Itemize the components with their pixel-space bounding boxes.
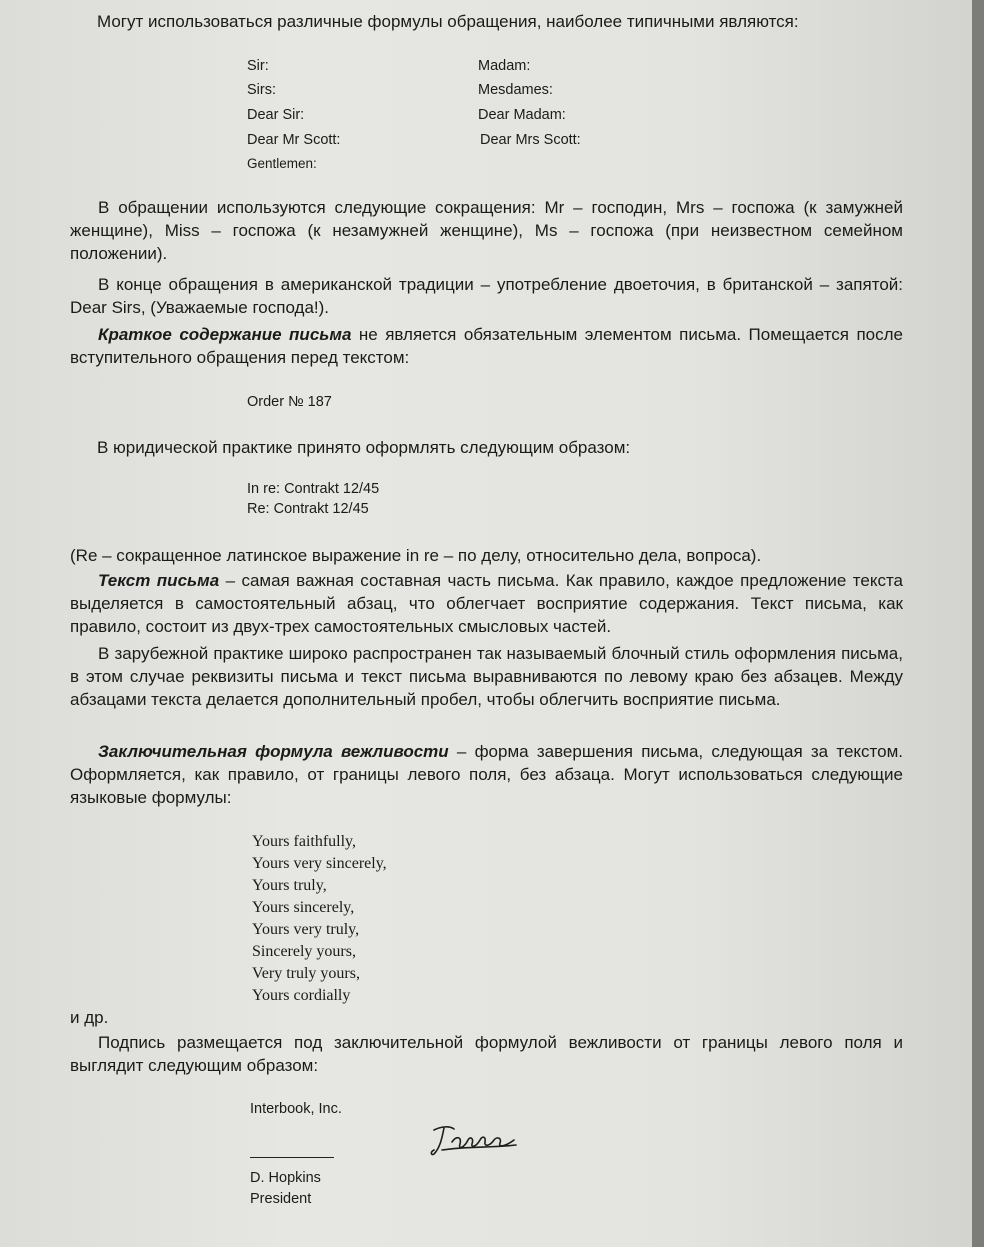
- closing-item: Yours faithfully,: [252, 833, 357, 850]
- paragraph-punctuation: В конце обращения в американской традиции – употребление двоеточия, в британской – запятой: Dear Sirs, (Уважаемые господа!).: [70, 275, 903, 317]
- signature-company: Interbook, Inc.: [250, 1101, 342, 1117]
- handwritten-signature-icon: [428, 1120, 518, 1160]
- salutation-item: Mesdames:: [478, 82, 553, 98]
- term-closing: Заключительная формула вежливости: [98, 742, 449, 761]
- salutation-item: Dear Mr Scott:: [247, 132, 341, 148]
- term-text-of-letter: Текст письма: [98, 571, 220, 590]
- paragraph-text-of-letter-body: – самая важная составная часть письма. Как правило, каждое предложение текста выделяется в самостоятельный абзац, что облегчает восприятие содержания. Текст письма, как правило, состоит из двух-трех самостоятельных смысловых частей.: [70, 571, 904, 636]
- paragraph-summary-text: не является обязательным элементом письма. Помещается после вступительного обращения перед текстом:: [70, 325, 904, 367]
- signature-line: [250, 1157, 334, 1158]
- paragraph-closing-text: – форма завершения письма, следующая за текстом. Оформляется, как правило, от границы левого поля, без абзаца. Могут использоваться следующие языковые формулы:: [70, 742, 903, 807]
- closing-item: Yours cordially: [252, 987, 351, 1004]
- closing-item: Yours very sincerely,: [252, 855, 387, 872]
- salutation-item: Madam:: [478, 58, 531, 74]
- paragraph-legal: В юридической практике принято оформлять следующим образом:: [97, 438, 631, 457]
- closing-item: Yours very truly,: [252, 921, 360, 938]
- signature-title: President: [250, 1191, 312, 1207]
- paragraph-signature: Подпись размещается под заключительной формулой вежливости от границы левого поля и выглядит следующим образом:: [70, 1033, 903, 1075]
- term-summary: Краткое содержание письма: [98, 325, 352, 344]
- salutation-item: Dear Mrs Scott:: [480, 132, 581, 148]
- paragraph-closing: [70, 740, 903, 809]
- signature-name: D. Hopkins: [250, 1170, 321, 1186]
- intro-line: Могут использоваться различные формулы обращения, наиболее типичными являются:: [97, 12, 799, 31]
- paragraph-re-explanation: (Re – сокращенное латинское выражение in re – по делу, относительно дела, вопроса).: [70, 546, 762, 565]
- re-example: In re: Contrakt 12/45: [247, 481, 380, 497]
- re-example: Re: Contrakt 12/45: [247, 501, 369, 517]
- closing-item: Very truly yours,: [252, 965, 360, 982]
- salutation-item: Sir:: [247, 58, 269, 74]
- order-example: Order № 187: [247, 394, 332, 410]
- page-edge: [972, 0, 984, 1247]
- closing-item: Sincerely yours,: [252, 943, 356, 960]
- paragraph-text-of-letter: [70, 569, 903, 638]
- paragraph-abbreviations: В обращении используются следующие сокращения: Mr – господин, Mrs – госпожа (к замужней женщине), Miss – госпожа (к незамужней женщине), Ms – госпожа (при неизвестном семейном положении).: [70, 198, 903, 263]
- salutation-item: Dear Sir:: [247, 107, 305, 123]
- salutation-item: Dear Madam:: [478, 107, 566, 123]
- salutation-item: Gentlemen:: [247, 156, 317, 171]
- closing-item: Yours truly,: [252, 877, 327, 894]
- etc-text: и др.: [70, 1008, 109, 1027]
- closing-item: Yours sincerely,: [252, 899, 355, 916]
- paragraph-block-style: В зарубежной практике широко распространен так называемый блочный стиль оформления письма, в этом случае реквизиты письма и текст письма выравниваются по левому краю без абзацев. Между абзацами текста делается дополнительный пробел, чтобы облегчить восприятие письма.: [70, 644, 903, 709]
- paragraph-summary: [70, 323, 903, 369]
- salutation-item: Sirs:: [247, 82, 276, 98]
